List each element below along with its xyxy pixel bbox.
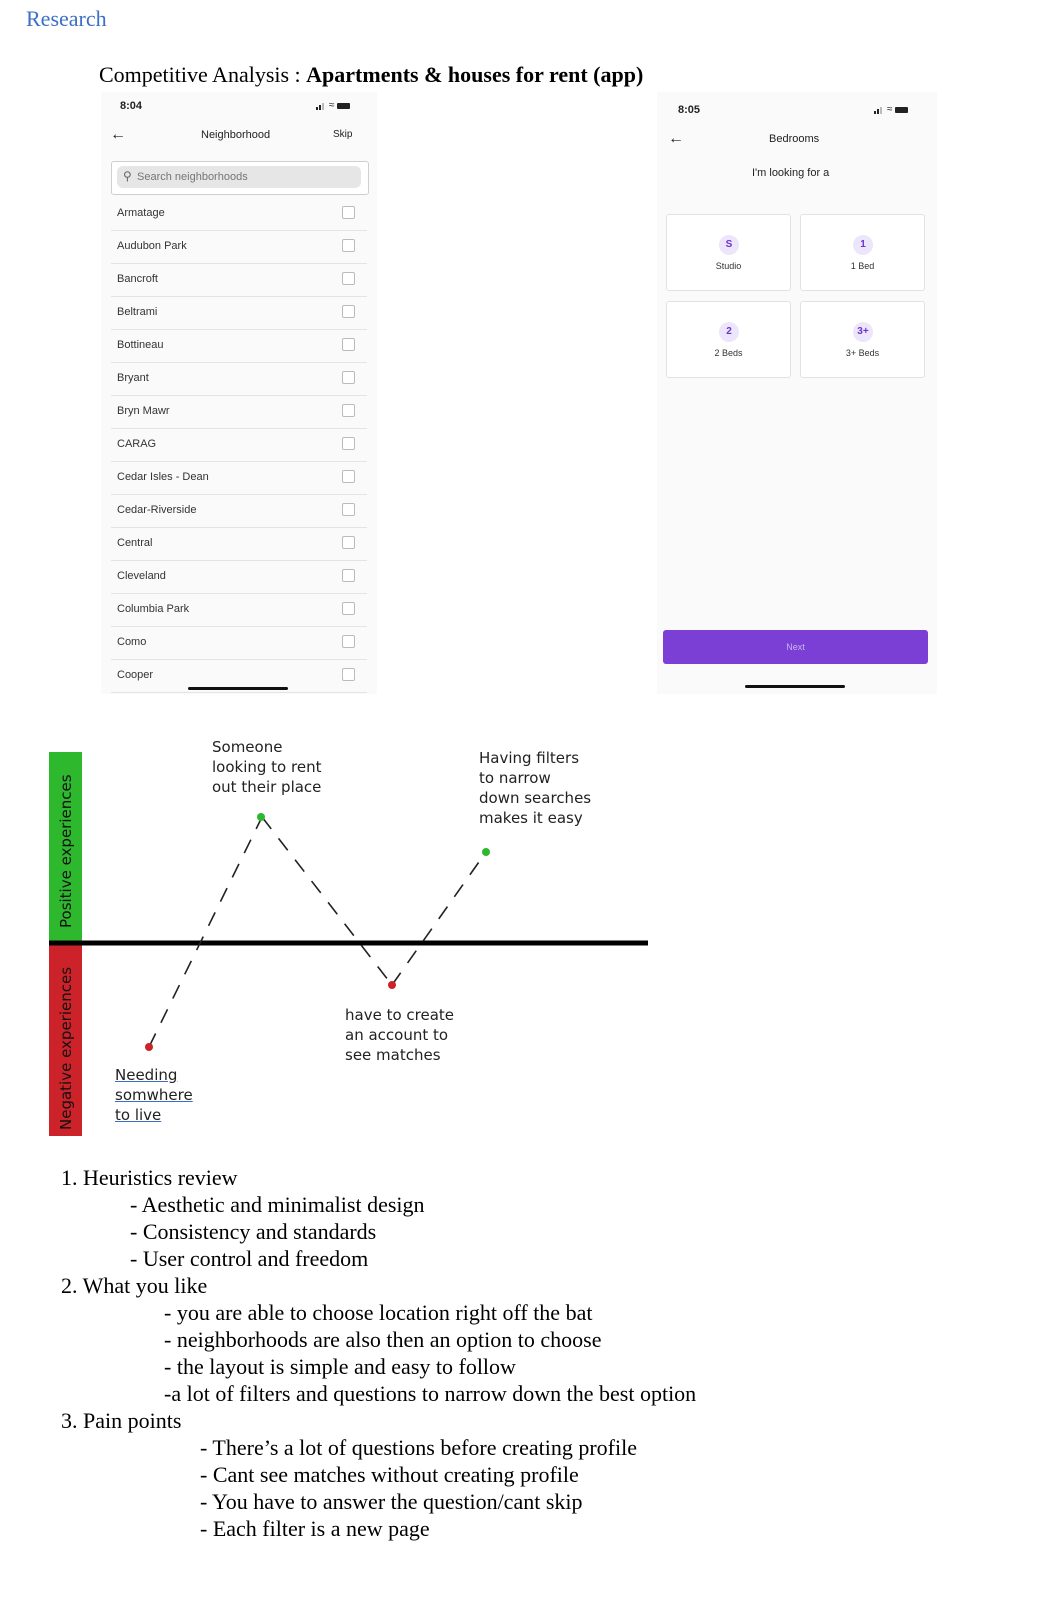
section-title: 2. What you like [61,1273,208,1298]
list-item[interactable] [111,362,367,396]
status-time: 8:04 [120,100,143,112]
note-needing [115,1065,193,1125]
neighborhood-label: Cedar-Riverside [117,504,197,516]
list-item[interactable] [111,494,367,528]
note-line: looking to rent [212,758,322,776]
point-account [388,981,396,989]
note-line: to live [115,1106,162,1124]
list-item: - You have to answer the question/cant skip [200,1489,583,1514]
list-item: - There’s a lot of questions before creating profile [200,1435,637,1460]
list-item[interactable] [111,527,367,561]
list-item: - Cant see matches without creating profile [200,1462,579,1487]
list-item[interactable] [111,626,367,660]
bedrooms-screenshot [657,92,937,694]
search-bar [117,166,361,188]
list-item[interactable] [111,395,367,429]
checkbox[interactable] [342,569,355,582]
neighborhood-label: Beltrami [117,306,158,318]
checkbox[interactable] [342,206,355,219]
note-filters [479,748,591,828]
checkbox[interactable] [342,668,355,681]
checkbox[interactable] [342,305,355,318]
checkbox[interactable] [342,338,355,351]
signal-icon [316,102,327,110]
search-icon: ⚲ [123,169,132,183]
journey-line [392,852,486,985]
back-arrow-icon[interactable]: ← [668,130,684,147]
neighborhood-label: Bryn Mawr [117,405,170,417]
checkbox[interactable] [342,503,355,516]
journey-line [149,817,262,1047]
option-3-beds[interactable] [800,301,925,378]
note-line: Someone [212,738,283,756]
badge: S [719,235,739,255]
negative-experiences-bar [49,944,82,1136]
list-item: - Aesthetic and minimalist design [130,1192,425,1217]
option-label: 1 Bed [850,261,875,271]
list-item: - the layout is simple and easy to follow [164,1354,516,1379]
note-account [345,1005,454,1065]
option-studio[interactable] [666,214,791,291]
note-line: have to create [345,1006,455,1024]
list-item: - neighborhoods are also then an option to choose [164,1327,602,1352]
neighborhood-label: Audubon Park [117,240,187,252]
note-line: down searches [479,789,592,807]
section-title: 3. Pain points [61,1408,182,1433]
list-item: - Each filter is a new page [200,1516,430,1541]
section-title: 1. Heuristics review [61,1165,238,1190]
list-item: -a lot of filters and questions to narrow down the best option [164,1381,697,1406]
option-label: 2 Beds [714,348,743,358]
negative-experiences-label: Negative experiences [57,966,75,1130]
point-renter [257,813,265,821]
neighborhood-label: Como [117,636,147,648]
wifi-icon: ≈ [887,104,893,115]
note-line: out their place [212,778,322,796]
research-heading: Research [26,6,107,31]
search-field [111,161,369,195]
list-item: - Consistency and standards [130,1219,377,1244]
neighborhood-label: Columbia Park [117,603,190,615]
option-2-beds[interactable] [666,301,791,378]
list-item[interactable] [111,197,367,231]
neighborhood-label: Armatage [117,207,165,219]
neighborhood-label: Cedar Isles - Dean [117,471,209,483]
back-arrow-icon[interactable]: ← [110,126,126,143]
home-indicator [745,685,845,688]
screen-title: Neighborhood [201,129,271,141]
note-line: somwhere [115,1086,193,1104]
note-line: an account to [345,1026,449,1044]
neighborhood-label: Cooper [117,669,154,681]
comp-title-app: Apartments & houses for rent (app) [306,62,644,87]
positive-experiences-bar [49,752,82,942]
next-button[interactable]: Next [663,630,928,664]
note-line: Needing [115,1066,178,1084]
note-line: Having filters [479,749,580,767]
checkbox[interactable] [342,239,355,252]
neighborhood-label: Central [117,537,153,549]
list-item[interactable] [111,593,367,627]
checkbox[interactable] [342,272,355,285]
status-icons [316,101,350,111]
note-line: makes it easy [479,809,583,827]
neighborhood-label: Bancroft [117,273,158,285]
point-needing [145,1043,153,1051]
prompt-text: I'm looking for a [752,167,830,179]
list-item: - User control and freedom [130,1246,369,1271]
list-item[interactable] [111,560,367,594]
option-label: Studio [715,261,742,271]
screen-title: Bedrooms [769,133,820,145]
list-item: - you are able to choose location right off the bat [164,1300,593,1325]
list-item[interactable] [111,428,367,462]
signal-icon [874,106,885,114]
list-item[interactable] [111,461,367,495]
checkbox[interactable] [342,536,355,549]
status-icons [874,105,908,115]
list-item[interactable] [111,263,367,297]
neighborhood-label: Bryant [117,372,149,384]
checkbox[interactable] [342,371,355,384]
skip-button[interactable]: Skip [333,129,353,140]
checkbox[interactable] [342,404,355,417]
positive-experiences-label: Positive experiences [57,774,75,928]
checkbox[interactable] [342,602,355,615]
checkbox[interactable] [342,470,355,483]
note-line: see matches [345,1046,441,1064]
badge: 1 [853,235,873,255]
neighborhood-label: Bottineau [117,339,164,351]
note-line: to narrow [479,769,551,787]
battery-icon [337,103,350,109]
list-item[interactable] [111,329,367,363]
heuristics-section [61,1164,696,1542]
checkbox[interactable] [342,437,355,450]
badge: 3+ [853,322,873,342]
competitive-analysis-title [99,62,643,88]
list-item[interactable] [111,296,367,330]
checkbox[interactable] [342,635,355,648]
status-time: 8:05 [678,104,701,116]
point-filters [482,848,490,856]
battery-icon [895,107,908,113]
comp-title-prefix: Competitive Analysis : [99,62,307,87]
neighborhood-label: Cleveland [117,570,166,582]
search-input[interactable] [137,169,347,184]
option-1-bed[interactable] [800,214,925,291]
note-renter [212,737,321,797]
neighborhood-label: CARAG [117,438,157,450]
badge: 2 [719,322,739,342]
option-label: 3+ Beds [845,348,880,358]
home-indicator [188,687,288,690]
wifi-icon: ≈ [329,100,335,111]
journey-line [262,817,392,985]
list-item[interactable] [111,230,367,264]
